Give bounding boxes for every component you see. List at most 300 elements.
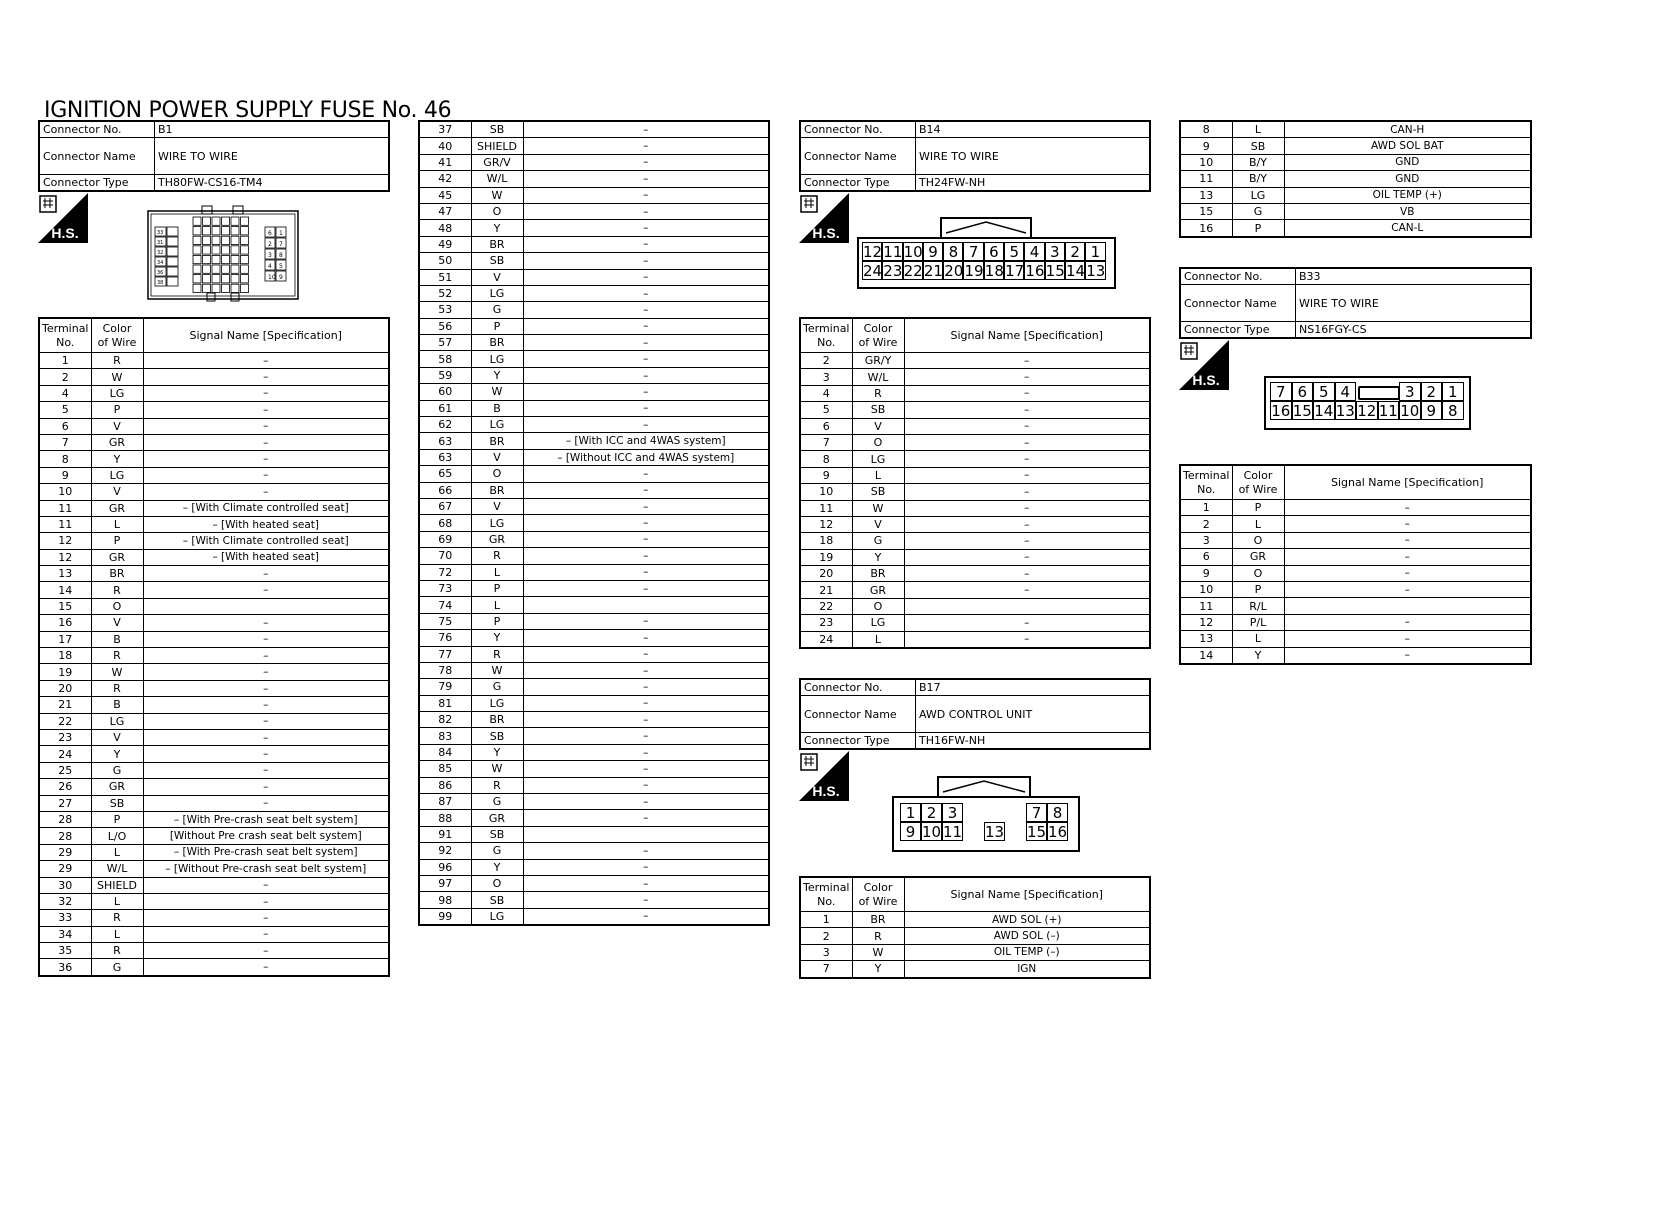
terminal-no-cell: 9 bbox=[1180, 138, 1232, 154]
signal-name-cell: – bbox=[523, 253, 769, 269]
table-row bbox=[39, 713, 389, 729]
wire-color-cell: W bbox=[471, 384, 523, 400]
table-row bbox=[39, 680, 389, 696]
wire-color-cell: O bbox=[1232, 532, 1284, 548]
signal-name-cell: – bbox=[143, 631, 389, 647]
terminal-no-cell: 8 bbox=[800, 451, 852, 467]
table-row bbox=[800, 402, 1150, 418]
wire-color-cell: P bbox=[471, 580, 523, 596]
table-row bbox=[39, 533, 389, 549]
signal-name-cell: – bbox=[523, 679, 769, 695]
wire-color-cell: Y bbox=[1232, 647, 1284, 664]
wire-color-cell: B bbox=[91, 697, 143, 713]
wire-color-cell: L bbox=[91, 926, 143, 942]
signal-name-cell: GND bbox=[1284, 171, 1531, 187]
table-row bbox=[800, 484, 1150, 500]
wire-color-cell: GR bbox=[852, 582, 904, 598]
signal-name-cell: – bbox=[143, 582, 389, 598]
connector-type-label: Connector Type bbox=[39, 175, 155, 192]
connector-cavity bbox=[212, 246, 220, 254]
terminal-no-cell: 5 bbox=[39, 402, 91, 418]
signal-name-cell: – bbox=[523, 351, 769, 367]
terminal-no-cell: 12 bbox=[800, 516, 852, 532]
wire-color-cell: LG bbox=[1232, 187, 1284, 203]
terminal-no-cell: 59 bbox=[419, 367, 471, 383]
connector-cavity bbox=[167, 237, 178, 246]
terminal-no-cell: 57 bbox=[419, 335, 471, 351]
terminal-no-cell: 25 bbox=[39, 762, 91, 778]
signal-name-cell: AWD SOL BAT bbox=[1284, 138, 1531, 154]
terminal-no-cell: 11 bbox=[39, 500, 91, 516]
table-row bbox=[39, 844, 389, 860]
signal-name-cell: – bbox=[523, 859, 769, 875]
terminal-no-cell: 67 bbox=[419, 498, 471, 514]
terminal-no-cell: 12 bbox=[1180, 614, 1232, 630]
connector-pin: 6 bbox=[984, 242, 1004, 261]
table-row bbox=[1180, 121, 1531, 138]
wire-color-cell: BR bbox=[91, 566, 143, 582]
wire-color-cell: LG bbox=[91, 467, 143, 483]
table-row bbox=[39, 729, 389, 745]
wire-color-cell: G bbox=[471, 679, 523, 695]
table-row bbox=[39, 648, 389, 664]
terminal-no-cell: 50 bbox=[419, 253, 471, 269]
signal-name-cell: – bbox=[143, 697, 389, 713]
wire-color-cell: L bbox=[852, 467, 904, 483]
table-row bbox=[1180, 203, 1531, 219]
wire-color-cell: P bbox=[91, 811, 143, 827]
connector-cavity bbox=[241, 217, 249, 225]
terminal-no-cell: 28 bbox=[39, 811, 91, 827]
wire-color-cell: W bbox=[471, 187, 523, 203]
terminal-no-cell: 56 bbox=[419, 318, 471, 334]
table-row bbox=[39, 811, 389, 827]
signal-name-cell: – bbox=[523, 318, 769, 334]
signal-name-cell: – bbox=[523, 367, 769, 383]
terminal-no-cell: 28 bbox=[39, 828, 91, 844]
signal-name-cell: – bbox=[143, 418, 389, 434]
wire-color-cell: L bbox=[1232, 631, 1284, 647]
terminal-no-cell: 21 bbox=[800, 582, 852, 598]
connector-cavity bbox=[193, 255, 201, 263]
terminal-no-cell: 16 bbox=[1180, 220, 1232, 237]
terminal-no-cell: 63 bbox=[419, 433, 471, 449]
signal-name-cell: – [With heated seat] bbox=[143, 516, 389, 532]
connector-type-label: Connector Type bbox=[800, 733, 916, 750]
connector-pin: 12 bbox=[863, 243, 883, 261]
terminal-no-cell: 9 bbox=[1180, 565, 1232, 581]
wire-color-cell: L/O bbox=[91, 828, 143, 844]
table-row bbox=[800, 418, 1150, 434]
wire-color-cell: R bbox=[471, 777, 523, 793]
table-row bbox=[419, 335, 769, 351]
b17-latch-icon bbox=[937, 776, 1031, 798]
table-row bbox=[800, 500, 1150, 516]
signal-name-cell: – bbox=[143, 746, 389, 762]
pin-label: 9 bbox=[279, 274, 283, 281]
table-row bbox=[419, 121, 769, 138]
wire-color-cell: R bbox=[852, 385, 904, 401]
table-row bbox=[39, 467, 389, 483]
terminal-no-cell: 86 bbox=[419, 777, 471, 793]
signal-name-cell: – bbox=[143, 664, 389, 680]
connector-cavity bbox=[203, 236, 211, 244]
table-row bbox=[419, 744, 769, 760]
terminal-no-cell: 10 bbox=[39, 484, 91, 500]
connector-cavity bbox=[212, 217, 220, 225]
wire-color-cell: LG bbox=[471, 695, 523, 711]
terminal-no-cell: 3 bbox=[800, 944, 852, 960]
signal-name-cell: – bbox=[904, 385, 1150, 401]
connector-pin: 4 bbox=[1335, 382, 1357, 401]
terminal-no-cell: 30 bbox=[39, 877, 91, 893]
connector-type-label: Connector Type bbox=[800, 175, 916, 192]
signal-name-cell: – bbox=[523, 531, 769, 547]
connector-pin: 10 bbox=[903, 243, 923, 261]
signal-header: Signal Name [Specification] bbox=[1284, 465, 1531, 500]
wire-color-cell: BR bbox=[471, 482, 523, 498]
table-row bbox=[800, 615, 1150, 631]
connector-pin: 21 bbox=[923, 262, 943, 280]
svg-text:H.S.: H.S. bbox=[812, 225, 840, 241]
connector-name-label: Connector Name bbox=[800, 696, 916, 733]
connector-cavity bbox=[222, 265, 230, 273]
terminal-no-cell: 96 bbox=[419, 859, 471, 875]
connector-pin: 20 bbox=[944, 262, 964, 280]
connector-pin: 11 bbox=[1378, 402, 1398, 420]
terminal-no-cell: 13 bbox=[39, 566, 91, 582]
wire-color-cell: SB bbox=[852, 402, 904, 418]
wire-color-cell: L bbox=[91, 844, 143, 860]
signal-name-cell: OIL TEMP (–) bbox=[904, 944, 1150, 960]
connector-cavity bbox=[167, 257, 178, 266]
connector-pin: 8 bbox=[1047, 803, 1068, 822]
signal-name-cell: [Without Pre crash seat belt system] bbox=[143, 828, 389, 844]
signal-name-cell: – [With Pre-crash seat belt system] bbox=[143, 811, 389, 827]
svg-text:H.S.: H.S. bbox=[812, 783, 840, 799]
table-row bbox=[419, 171, 769, 187]
terminal-no-cell: 61 bbox=[419, 400, 471, 416]
signal-name-cell: GND bbox=[1284, 154, 1531, 170]
signal-name-cell: – bbox=[143, 680, 389, 696]
terminal-no-cell: 13 bbox=[1180, 631, 1232, 647]
terminal-no-cell: 7 bbox=[800, 434, 852, 450]
wire-color-cell: GR/Y bbox=[852, 353, 904, 369]
table-row bbox=[39, 500, 389, 516]
connector-pin: 14 bbox=[1065, 262, 1086, 280]
signal-name-cell: – bbox=[523, 843, 769, 859]
table-row bbox=[419, 154, 769, 170]
table-row bbox=[419, 482, 769, 498]
table-row bbox=[419, 400, 769, 416]
terminal-no-cell: 63 bbox=[419, 449, 471, 465]
connector-no-label: Connector No. bbox=[1180, 268, 1296, 285]
table-row bbox=[800, 516, 1150, 532]
b17-info-table bbox=[799, 678, 1151, 750]
connector-pin: 7 bbox=[963, 242, 983, 261]
connector-cavity bbox=[193, 236, 201, 244]
table-row bbox=[419, 794, 769, 810]
signal-name-cell: – bbox=[1284, 565, 1531, 581]
connector-pin: 7 bbox=[1270, 382, 1292, 401]
signal-name-cell: – bbox=[904, 467, 1150, 483]
connector-pin: 5 bbox=[1004, 242, 1024, 261]
table-row bbox=[419, 433, 769, 449]
wire-color-cell: GR bbox=[91, 500, 143, 516]
table-row bbox=[800, 912, 1150, 928]
table-row bbox=[39, 484, 389, 500]
wire-color-cell: LG bbox=[471, 417, 523, 433]
table-row bbox=[1180, 220, 1531, 237]
signal-name-cell: – bbox=[523, 187, 769, 203]
terminal-no-cell: 15 bbox=[39, 598, 91, 614]
terminal-no-cell: 79 bbox=[419, 679, 471, 695]
pin-label: 2 bbox=[268, 241, 272, 248]
wire-color-cell: SB bbox=[471, 121, 523, 138]
connector-cavity bbox=[193, 284, 201, 292]
table-row bbox=[419, 236, 769, 252]
terminal-no-cell: 42 bbox=[419, 171, 471, 187]
signal-name-cell: – bbox=[523, 630, 769, 646]
terminal-no-cell: 24 bbox=[800, 631, 852, 648]
terminal-no-cell: 7 bbox=[39, 434, 91, 450]
connector-pin: 1 bbox=[1085, 242, 1105, 261]
wire-color-cell: BR bbox=[471, 335, 523, 351]
wire-color-cell: V bbox=[91, 729, 143, 745]
wire-color-cell: G bbox=[1232, 203, 1284, 219]
table-row bbox=[419, 285, 769, 301]
signal-name-cell: – bbox=[523, 875, 769, 891]
table-row bbox=[419, 531, 769, 547]
signal-name-cell: – bbox=[1284, 631, 1531, 647]
pin-label: 4 bbox=[268, 263, 272, 270]
terminal-no-cell: 68 bbox=[419, 515, 471, 531]
table-row bbox=[419, 892, 769, 908]
terminal-no-cell: 66 bbox=[419, 482, 471, 498]
signal-name-cell: IGN bbox=[904, 961, 1150, 978]
signal-name-cell: – bbox=[523, 138, 769, 154]
connector-cavity bbox=[241, 265, 249, 273]
connector-no-label: Connector No. bbox=[800, 679, 916, 696]
terminal-no-cell: 53 bbox=[419, 302, 471, 318]
table-row bbox=[39, 910, 389, 926]
b33-latch-icon bbox=[1358, 386, 1400, 400]
pin-label: 34 bbox=[157, 260, 164, 266]
connector-cavity bbox=[231, 227, 239, 235]
terminal-no-cell: 14 bbox=[39, 582, 91, 598]
terminal-no-cell: 29 bbox=[39, 861, 91, 877]
table-row bbox=[419, 662, 769, 678]
signal-header: Signal Name [Specification] bbox=[904, 318, 1150, 353]
wire-color-cell: GR bbox=[91, 434, 143, 450]
signal-name-cell: – [With heated seat] bbox=[143, 549, 389, 565]
signal-name-cell: – [Without ICC and 4WAS system] bbox=[523, 449, 769, 465]
connector-cavity bbox=[203, 255, 211, 263]
connector-cavity bbox=[222, 217, 230, 225]
connector-cavity bbox=[167, 277, 178, 286]
wire-color-cell: R bbox=[91, 648, 143, 664]
connector-pin: 3 bbox=[1399, 382, 1421, 401]
table-row bbox=[800, 961, 1150, 978]
table-row bbox=[1180, 614, 1531, 630]
b14-terminal-table bbox=[799, 317, 1151, 649]
pin-label: 5 bbox=[279, 263, 283, 270]
connector-pin: 19 bbox=[964, 262, 984, 280]
terminal-no-cell: 10 bbox=[1180, 581, 1232, 597]
wire-color-cell: P/L bbox=[1232, 614, 1284, 630]
terminal-no-cell: 72 bbox=[419, 564, 471, 580]
terminal-header: Terminal No. bbox=[39, 318, 91, 353]
connector-pin: 13 bbox=[1086, 262, 1106, 280]
wire-color-cell: GR bbox=[471, 531, 523, 547]
wire-color-cell: R/L bbox=[1232, 598, 1284, 614]
table-row bbox=[419, 630, 769, 646]
wire-color-cell: L bbox=[471, 564, 523, 580]
connector-pin bbox=[1005, 803, 1026, 822]
wire-color-cell: W bbox=[852, 944, 904, 960]
color-header: Color of Wire bbox=[91, 318, 143, 353]
connector-pin: 2 bbox=[921, 803, 942, 822]
connector-cavity bbox=[241, 236, 249, 244]
terminal-no-cell: 6 bbox=[1180, 549, 1232, 565]
connector-pin bbox=[1005, 822, 1026, 841]
table-row bbox=[419, 695, 769, 711]
connector-cavity bbox=[222, 284, 230, 292]
signal-name-cell: – bbox=[523, 761, 769, 777]
connector-cavity bbox=[222, 236, 230, 244]
terminal-no-cell: 2 bbox=[39, 369, 91, 385]
wire-color-cell: W bbox=[852, 500, 904, 516]
table-row bbox=[419, 138, 769, 154]
wire-color-cell: SB bbox=[852, 484, 904, 500]
pin-label: 3 bbox=[268, 252, 272, 259]
table-row bbox=[800, 353, 1150, 369]
wire-color-cell: B/Y bbox=[1232, 154, 1284, 170]
pin-label: 7 bbox=[279, 241, 283, 248]
signal-name-cell: – bbox=[523, 564, 769, 580]
terminal-no-cell: 23 bbox=[39, 729, 91, 745]
terminal-no-cell: 22 bbox=[800, 598, 852, 614]
wire-color-cell: P bbox=[91, 402, 143, 418]
wire-color-cell: L bbox=[91, 893, 143, 909]
signal-name-cell: – bbox=[523, 728, 769, 744]
table-row bbox=[39, 828, 389, 844]
connector-pin: 16 bbox=[1271, 402, 1291, 420]
table-row bbox=[39, 943, 389, 959]
terminal-no-cell: 18 bbox=[800, 533, 852, 549]
hs-badge-icon bbox=[799, 751, 849, 801]
wire-color-cell: GR bbox=[1232, 549, 1284, 565]
table-row bbox=[419, 761, 769, 777]
wire-color-cell: W/L bbox=[91, 861, 143, 877]
connector-cavity bbox=[212, 255, 220, 263]
terminal-no-cell: 14 bbox=[1180, 647, 1232, 664]
signal-name-cell: – bbox=[143, 484, 389, 500]
b1-connector-type: TH80FW-CS16-TM4 bbox=[155, 175, 390, 192]
pin-label: 10 bbox=[268, 274, 276, 281]
signal-name-cell: – bbox=[523, 384, 769, 400]
table-row bbox=[419, 875, 769, 891]
signal-name-cell: – bbox=[143, 713, 389, 729]
terminal-no-cell: 11 bbox=[1180, 598, 1232, 614]
table-row bbox=[39, 664, 389, 680]
signal-name-cell: – bbox=[143, 877, 389, 893]
connector-cavity bbox=[193, 275, 201, 283]
b14-latch-icon bbox=[940, 217, 1032, 239]
table-row bbox=[39, 615, 389, 631]
terminal-no-cell: 19 bbox=[39, 664, 91, 680]
signal-name-cell: CAN-L bbox=[1284, 220, 1531, 237]
wire-color-cell: Y bbox=[852, 549, 904, 565]
signal-name-cell: – bbox=[523, 695, 769, 711]
connector-cavity bbox=[231, 236, 239, 244]
connector-pin: 11 bbox=[883, 243, 903, 261]
signal-name-cell: – bbox=[143, 369, 389, 385]
terminal-no-cell: 98 bbox=[419, 892, 471, 908]
table-row bbox=[419, 384, 769, 400]
signal-name-cell: – bbox=[904, 484, 1150, 500]
wire-color-cell: Y bbox=[471, 859, 523, 875]
terminal-no-cell: 75 bbox=[419, 613, 471, 629]
signal-name-cell: – bbox=[143, 648, 389, 664]
signal-name-cell: – bbox=[1284, 516, 1531, 532]
wire-color-cell: R bbox=[852, 928, 904, 944]
terminal-no-cell: 84 bbox=[419, 744, 471, 760]
wire-color-cell: Y bbox=[471, 744, 523, 760]
wire-color-cell: O bbox=[471, 203, 523, 219]
signal-name-cell: – bbox=[523, 154, 769, 170]
wire-color-cell: W/L bbox=[471, 171, 523, 187]
wire-color-cell: V bbox=[471, 449, 523, 465]
wire-color-cell: W bbox=[471, 662, 523, 678]
wire-color-cell: LG bbox=[471, 515, 523, 531]
table-row bbox=[39, 549, 389, 565]
wire-color-cell: R bbox=[91, 943, 143, 959]
terminal-no-cell: 34 bbox=[39, 926, 91, 942]
wire-color-cell: W bbox=[91, 369, 143, 385]
wire-color-cell: R bbox=[91, 680, 143, 696]
terminal-no-cell: 8 bbox=[1180, 121, 1232, 138]
wire-color-cell: LG bbox=[852, 451, 904, 467]
b33-connector-no: B33 bbox=[1296, 268, 1532, 285]
terminal-no-cell: 20 bbox=[800, 566, 852, 582]
table-row bbox=[39, 582, 389, 598]
signal-name-cell: – bbox=[523, 171, 769, 187]
signal-name-cell: – [With Pre-crash seat belt system] bbox=[143, 844, 389, 860]
terminal-no-cell: 20 bbox=[39, 680, 91, 696]
table-row bbox=[419, 548, 769, 564]
table-row bbox=[419, 859, 769, 875]
signal-name-cell: – bbox=[904, 353, 1150, 369]
table-row bbox=[419, 712, 769, 728]
signal-name-cell: AWD SOL (+) bbox=[904, 912, 1150, 928]
wire-color-cell: O bbox=[91, 598, 143, 614]
signal-name-cell: – bbox=[523, 908, 769, 925]
signal-name-cell: – bbox=[143, 762, 389, 778]
connector-cavity bbox=[222, 227, 230, 235]
terminal-no-cell: 21 bbox=[39, 697, 91, 713]
terminal-no-cell: 10 bbox=[800, 484, 852, 500]
table-row bbox=[39, 959, 389, 976]
signal-name-cell: – bbox=[523, 548, 769, 564]
terminal-no-cell: 1 bbox=[800, 912, 852, 928]
wire-color-cell: O bbox=[852, 598, 904, 614]
terminal-no-cell: 9 bbox=[39, 467, 91, 483]
connector-cavity bbox=[241, 227, 249, 235]
wire-color-cell: BR bbox=[852, 566, 904, 582]
signal-name-cell bbox=[523, 826, 769, 842]
terminal-no-cell: 37 bbox=[419, 121, 471, 138]
